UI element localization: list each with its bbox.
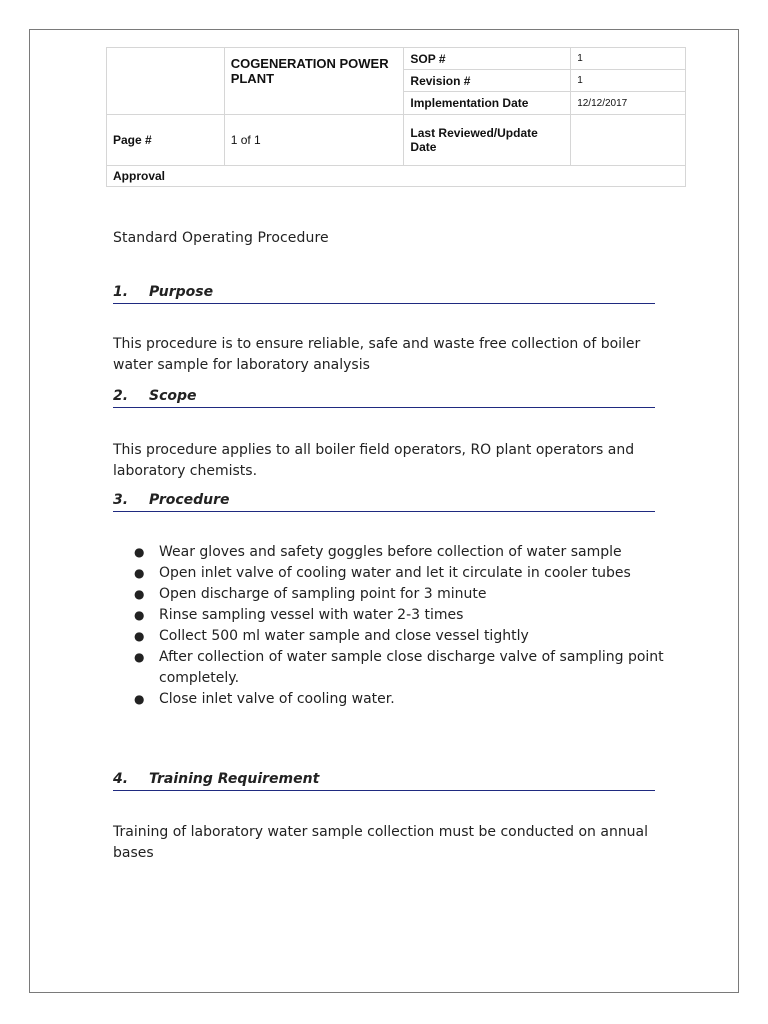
organization-name: COGENERATION POWER PLANT <box>224 48 404 115</box>
list-item: ● Wear gloves and safety goggles before collection of water sample <box>159 542 679 563</box>
page-number-value: 1 of 1 <box>224 115 404 166</box>
last-reviewed-label: Last Reviewed/Update Date <box>404 115 571 166</box>
sop-value: 1 <box>571 48 686 70</box>
revision-value: 1 <box>571 70 686 92</box>
implementation-date-value: 12/12/2017 <box>571 92 686 115</box>
section-number: 2. <box>113 388 129 404</box>
list-item: ● Open inlet valve of cooling water and let it circulate in cooler tubes <box>159 563 679 584</box>
list-item: ● After collection of water sample close discharge valve of sampling point completely. <box>134 649 664 686</box>
sop-header-table <box>106 47 686 187</box>
list-item: ● Rinse sampling vessel with water 2-3 times <box>159 605 679 626</box>
training-text: Training of laboratory water sample collection must be conducted on annual bases <box>113 824 649 861</box>
bullet-icon: ● <box>134 692 145 706</box>
page-number-label: Page # <box>107 115 225 166</box>
section-heading-procedure <box>113 491 655 512</box>
list-item: ● Collect 500 ml water sample and close vessel tightly <box>159 626 679 647</box>
procedure-list <box>113 542 679 710</box>
implementation-date-label: Implementation Date <box>404 92 571 115</box>
approval-label: Approval <box>107 166 686 187</box>
document-title: Standard Operating Procedure <box>113 230 329 246</box>
bullet-icon: ● <box>134 650 145 664</box>
section-number: 4. <box>113 771 129 787</box>
bullet-icon: ● <box>134 545 145 559</box>
bullet-icon: ● <box>134 608 145 622</box>
revision-label: Revision # <box>404 70 571 92</box>
list-item: ● Close inlet valve of cooling water. <box>159 689 679 710</box>
list-item: ● Open discharge of sampling point for 3 minute <box>159 584 679 605</box>
sop-label: SOP # <box>404 48 571 70</box>
section-heading-purpose <box>113 283 655 304</box>
section-title: Procedure <box>149 492 230 508</box>
section-number: 1. <box>113 284 129 300</box>
logo-cell <box>107 48 225 115</box>
section-number: 3. <box>113 492 129 508</box>
last-reviewed-value <box>571 115 686 166</box>
bullet-icon: ● <box>134 629 145 643</box>
section-heading-training <box>113 770 655 791</box>
section-title: Training Requirement <box>149 771 320 787</box>
scope-text: This procedure applies to all boiler field operators, RO plant operators and laboratory chemists. <box>113 442 635 479</box>
section-title: Scope <box>149 388 197 404</box>
purpose-text: This procedure is to ensure reliable, safe and waste free collection of boiler water sample for laboratory analysis <box>113 336 641 373</box>
bullet-icon: ● <box>134 566 145 580</box>
section-title: Purpose <box>149 284 214 300</box>
section-heading-scope <box>113 387 655 408</box>
document-page <box>29 29 739 993</box>
bullet-icon: ● <box>134 587 145 601</box>
